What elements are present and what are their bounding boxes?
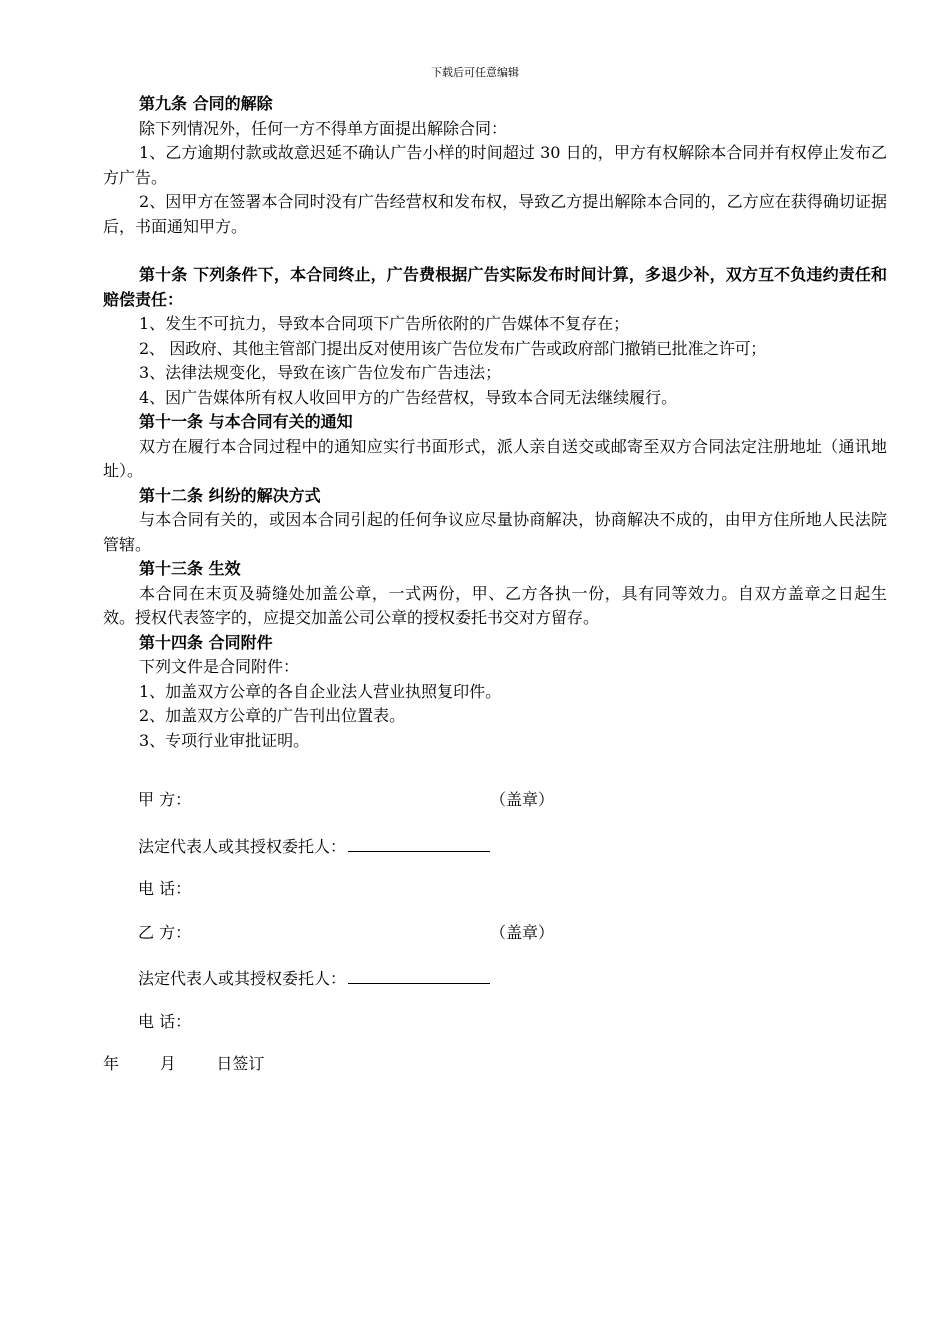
spacer: [103, 239, 887, 263]
party-b-representative-row: [138, 966, 490, 991]
party-a-label: 甲 方：: [138, 790, 192, 809]
party-a-stamp: （盖章）: [490, 790, 555, 809]
article-10-title: 第十条 下列条件下，本合同终止，广告费根据广告实际发布时间计算，多退少补，双方互不负违约责任和赔偿责任：: [103, 265, 887, 309]
article-10-item-1: 1、发生不可抗力，导致本合同项下广告所依附的广告媒体不复存在；: [139, 314, 630, 333]
article-12-title: 第十二条 纠纷的解决方式: [139, 485, 321, 505]
article-14-intro: 下列文件是合同附件：: [139, 657, 300, 676]
article-14-item-1: 1、加盖双方公章的各自企业法人营业执照复印件。: [139, 681, 502, 701]
article-9-intro: 除下列情况外，任何一方不得单方面提出解除合同：: [139, 118, 508, 138]
article-12-body: 与本合同有关的，或因本合同引起的任何争议应尽量协商解决，协商解决不成的，由甲方住所地人民法院管辖。: [103, 510, 887, 554]
article-9-item-1: 1、乙方逾期付款或故意迟延不确认广告小样的时间超过 30 日的，甲方有权解除本合同并有权停止发布乙方广告。: [103, 143, 887, 187]
party-b-representative-line: [348, 966, 490, 984]
party-a-phone-label: 电 话：: [138, 879, 192, 898]
party-b-phone-label: 电 话：: [138, 1012, 192, 1031]
party-a-representative-row: [138, 834, 490, 859]
article-13-title: 第十三条 生效: [139, 559, 241, 578]
article-11-body: 双方在履行本合同过程中的通知应实行书面形式，派人亲自送交或邮寄至双方合同法定注册地址（通讯地址）。: [103, 436, 887, 480]
article-9-item-2: 2、因甲方在签署本合同时没有广告经营权和发布权，导致乙方提出解除本合同的，乙方应在获得确切证据后，书面通知甲方。: [103, 192, 887, 236]
article-9-title: 第九条 合同的解除: [139, 94, 273, 113]
party-a-representative-label: 法定代表人或其授权委托人：: [138, 837, 347, 856]
page-header: 下载后可任意编辑: [431, 66, 519, 79]
party-b-representative-label: 法定代表人或其授权委托人：: [138, 969, 347, 988]
article-10-item-4: 4、因广告媒体所有权人收回甲方的广告经营权，导致本合同无法继续履行。: [139, 387, 678, 407]
party-b-label: 乙 方：: [138, 923, 192, 942]
party-a-representative-line: [348, 834, 490, 852]
article-10-item-2: 2、 因政府、其他主管部门提出反对使用该广告位发布广告或政府部门撤销已批准之许可；: [139, 338, 766, 358]
article-14-title: 第十四条 合同附件: [139, 632, 273, 652]
party-a-row: [138, 788, 191, 812]
party-b-phone-row: [138, 1010, 191, 1034]
article-14-item-2: 2、加盖双方公章的广告刊出位置表。: [139, 706, 406, 725]
contract-body: [103, 92, 887, 753]
article-14-item-3: 3、专项行业审批证明。: [139, 730, 310, 750]
article-13-body: 本合同在末页及骑缝处加盖公章，一式两份，甲、乙方各执一份，具有同等效力。自双方盖章之日起生效。授权代表签字的，应提交加盖公司公章的授权委托书交对方留存。: [103, 583, 887, 627]
party-a-phone-row: [138, 877, 191, 901]
party-b-row: [138, 921, 191, 945]
signing-date: 年 月 日签订: [103, 1054, 265, 1073]
article-10-item-3: 3、法律法规变化，导致在该广告位发布广告违法；: [139, 363, 502, 382]
article-11-title: 第十一条 与本合同有关的通知: [139, 412, 353, 431]
party-b-stamp: （盖章）: [490, 923, 555, 942]
